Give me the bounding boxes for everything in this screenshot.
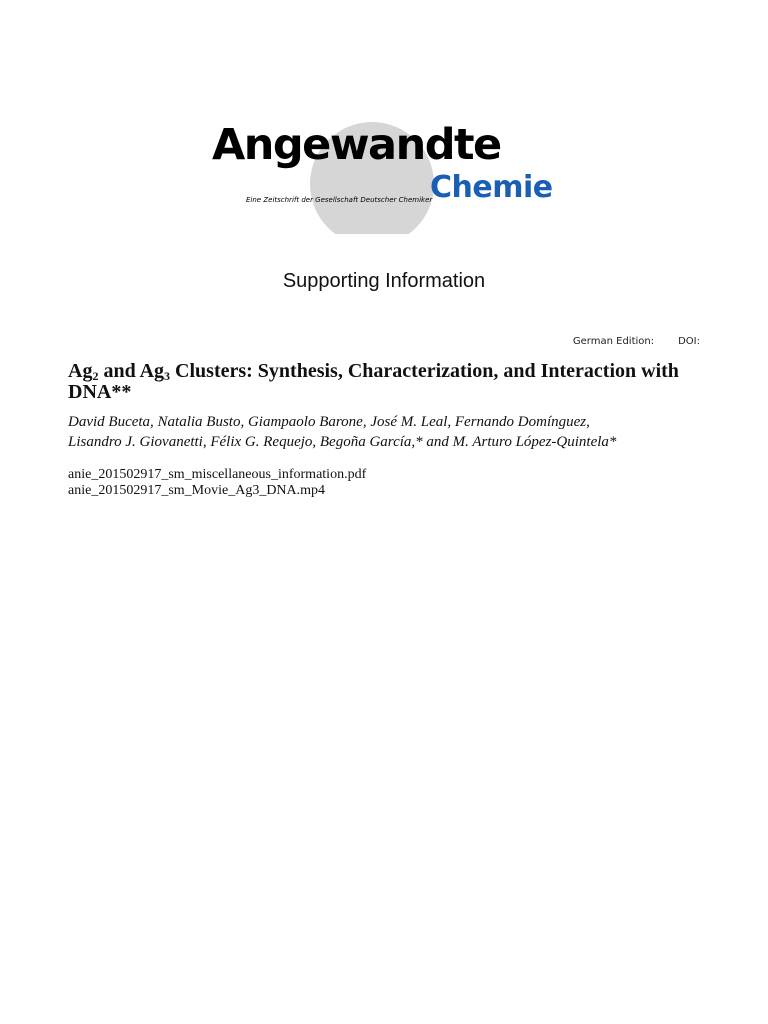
logo-tagline: Eine Zeitschrift der Gesellschaft Deutscher Chemiker	[246, 196, 433, 204]
edition-label: German Edition:	[572, 336, 655, 347]
supporting-information-heading: Supporting Information	[282, 270, 486, 292]
title-part: Clusters: Synthesis, Characterization, and Interaction with DNA**	[68, 360, 679, 403]
logo-title: Angewandte	[212, 120, 501, 170]
doi-label: DOI:	[678, 336, 700, 347]
file-link[interactable]: anie_201502917_sm_Movie_Ag3_DNA.mp4	[68, 483, 326, 498]
file-link[interactable]: anie_201502917_sm_miscellaneous_information.pdf	[68, 467, 367, 482]
title-subscript: 2	[92, 369, 99, 383]
file-list	[68, 467, 366, 499]
author-list	[68, 412, 728, 452]
title-subscript: 3	[164, 369, 171, 383]
author-line: David Buceta, Natalia Busto, Giampaolo Barone, José M. Leal, Fernando Domínguez,	[68, 414, 590, 430]
logo-subtitle: Chemie	[430, 170, 553, 205]
title-part: Ag	[68, 360, 93, 382]
title-part: and Ag	[98, 360, 165, 382]
author-line: Lisandro J. Giovanetti, Félix G. Requejo, Begoña García,* and M. Arturo López-Quintela*	[68, 434, 617, 450]
edition-line	[573, 336, 700, 347]
article-title	[68, 361, 708, 403]
journal-logo	[206, 108, 562, 234]
